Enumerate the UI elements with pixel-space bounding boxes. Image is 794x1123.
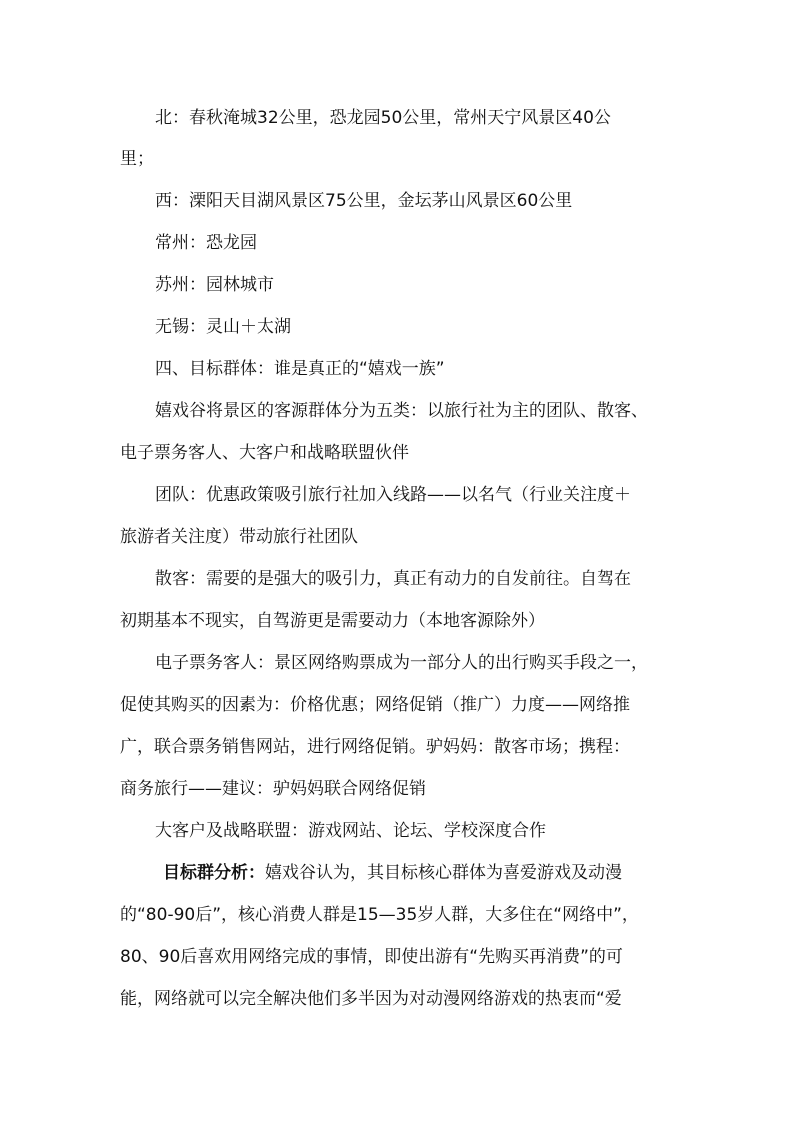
text-line: 广，联合票务销售网站，进行网络促销。驴妈妈：散客市场；携程： bbox=[120, 737, 630, 757]
text-line: 常州：恐龙园 bbox=[155, 233, 257, 253]
text-line: 散客：需要的是强大的吸引力，真正有动力的自发前往。自驾在 bbox=[155, 569, 631, 589]
text-line: 能，网络就可以完全解决他们多半因为对动漫网络游戏的热衷而“爱 bbox=[120, 989, 622, 1009]
text-segment: 嬉戏谷认为，其目标核心群体为喜爱游戏及动漫 bbox=[265, 863, 622, 883]
section-heading: 四、目标群体：谁是真正的“嬉戏一族” bbox=[155, 359, 445, 379]
text-line: 里； bbox=[120, 149, 154, 169]
text-line: 北：春秋淹城32公里，恐龙园50公里，常州天宁风景区40公 bbox=[155, 108, 611, 128]
text-line: 团队：优惠政策吸引旅行社加入线路——以名气（行业关注度＋ bbox=[155, 485, 631, 505]
text-line: 80、90后喜欢用网络完成的事情，即使出游有“先购买再消费”的可 bbox=[120, 947, 623, 967]
text-line-analysis bbox=[163, 862, 622, 884]
text-line: 电子票务客人：景区网络购票成为一部分人的出行购买手段之一， bbox=[155, 653, 648, 673]
text-line: 电子票务客人、大客户和战略联盟伙伴 bbox=[120, 443, 409, 463]
text-line: 无锡：灵山＋太湖 bbox=[155, 317, 291, 337]
text-line: 促使其购买的因素为：价格优惠；网络促销（推广）力度——网络推 bbox=[120, 695, 630, 715]
text-line: 的“80-90后”，核心消费人群是15—35岁人群，大多住在“网络中”， bbox=[120, 905, 639, 925]
text-line: 大客户及战略联盟：游戏网站、论坛、学校深度合作 bbox=[155, 821, 546, 841]
text-line: 商务旅行——建议：驴妈妈联合网络促销 bbox=[120, 779, 426, 799]
bold-lead-label: 目标群分析： bbox=[163, 863, 265, 883]
text-line: 旅游者关注度）带动旅行社团队 bbox=[120, 527, 358, 547]
text-line: 西：溧阳天目湖风景区75公里，金坛茅山风景区60公里 bbox=[155, 191, 573, 211]
text-line: 苏州：园林城市 bbox=[155, 275, 274, 295]
text-line: 嬉戏谷将景区的客源群体分为五类：以旅行社为主的团队、散客、 bbox=[155, 401, 648, 421]
text-line: 初期基本不现实，自驾游更是需要动力（本地客源除外） bbox=[120, 611, 545, 631]
